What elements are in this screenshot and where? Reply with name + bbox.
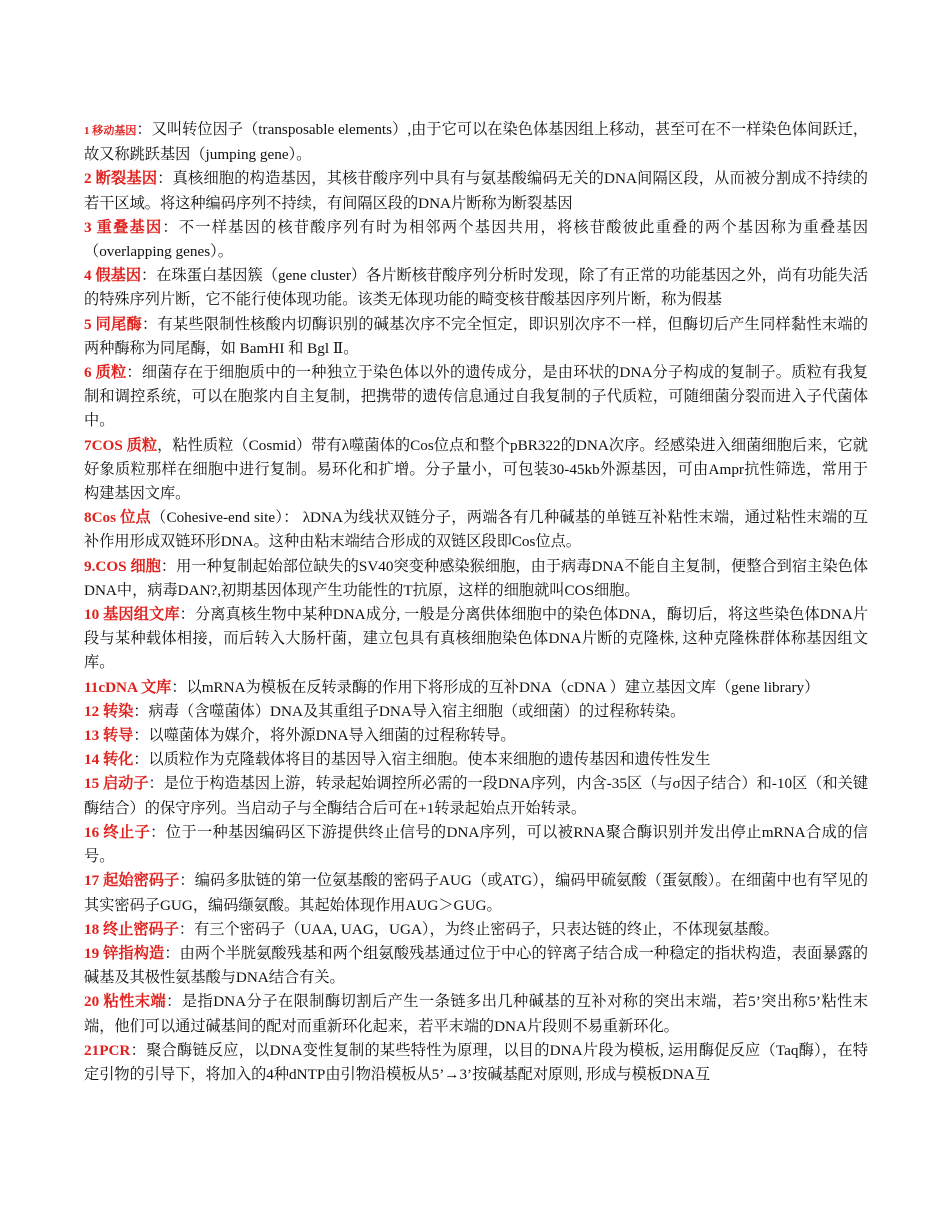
entry-term: 17 起始密码子 — [84, 872, 180, 890]
entry-text: （Cohesive-end site）： λDNA为线状双链分子，两端各有几种碱基的单链互补粘性末端，通过粘性末端的互补作用形成双链环形DNA。这种由粘末端结合形成的双链区段即Cos位点。 — [84, 509, 868, 551]
glossary-entry-18 — [84, 918, 868, 942]
entry-text: 在珠蛋白基因簇（gene cluster）各片断核苷酸序列分析时发现，除了有正常的功能基因之外，尚有功能失活的特殊序列片断，它不能行使体现功能。该类无体现功能的畸变核苷酸基因序列片断，称为假基 — [84, 267, 869, 309]
entry-text: 聚合酶链反应，以DNA变性复制的某些特性为原理，以目的DNA片段为模板, 运用酶促反应（Taq酶），在特定引物的引导下，将加入的4种dNTP由引物沿模板从5’→3’按碱基配对原则, 形成与模板DNA互 — [84, 1041, 868, 1083]
glossary-entry-3 — [84, 216, 868, 264]
entry-text: 编码多肽链的第一位氨基酸的密码子AUG（或ATG），编码甲硫氨酸（蛋氨酸）。在细菌中也有罕见的其实密码子GUG，编码缬氨酸。其起始体现作用AUG＞GUG。 — [84, 872, 869, 914]
glossary-entry-21 — [84, 1039, 868, 1087]
entry-separator: ： — [141, 267, 157, 285]
entry-separator: ： — [150, 823, 166, 841]
entry-separator: ： — [179, 606, 195, 624]
entry-text: 以噬菌体为媒介，将外源DNA导入细菌的过程称转导。 — [148, 727, 516, 745]
entry-text: 以质粒作为克隆载体将目的基因导入宿主细胞。使本来细胞的遗传基因和遗传性发生 — [148, 751, 711, 769]
entry-term: 7COS 质粒 — [84, 436, 158, 454]
entry-text: 不一样基因的核苷酸序列有时为相邻两个基因共用，将核苷酸彼此重叠的两个基因称为重叠基因（overlapping genes）。 — [84, 218, 869, 261]
entry-text: 病毒（含噬菌体）DNA及其重组子DNA导入宿主细胞（或细菌）的过程称转染。 — [148, 702, 686, 720]
entry-separator: ： — [136, 121, 152, 138]
entry-separator: ： — [166, 993, 182, 1011]
entry-term: 16 终止子 — [84, 823, 151, 841]
glossary-entry-6 — [84, 361, 868, 434]
glossary-entry-8 — [84, 506, 868, 554]
entry-term: 9.COS 细胞 — [84, 557, 161, 575]
entry-separator: ： — [157, 170, 173, 188]
entry-separator: ： — [171, 678, 187, 696]
entry-text: 细菌存在于细胞质中的一种独立于染色体以外的遗传成分，是由环状的DNA分子构成的复制子。质粒有我复制和调控系统，可以在胞浆内自主复制，把携带的遗传信息通过自我复制的子代质粒，可随细菌分裂而进入子代菌体中。 — [84, 364, 868, 430]
entry-term: 21PCR — [84, 1041, 131, 1059]
entry-term: 10 基因组文库 — [84, 606, 180, 624]
glossary-entry-2 — [84, 167, 868, 215]
glossary-entry-7 — [84, 434, 868, 507]
entry-separator: ： — [164, 944, 180, 962]
entry-separator: ： — [179, 872, 195, 890]
entry-term: 11cDNA 文库 — [84, 678, 172, 696]
entry-term: 15 启动子 — [84, 775, 149, 793]
entry-text: 真核细胞的构造基因，其核苷酸序列中具有与氨基酸编码无关的DNA间隔区段，从而被分割成不持续的若干区域。将这种编码序列不持续，有间隔区段的DNA片断称为断裂基因 — [84, 170, 868, 212]
entry-separator: ， — [157, 436, 173, 454]
entry-separator: ： — [142, 315, 158, 333]
entry-separator: ： — [133, 702, 149, 720]
entry-term: 19 锌指构造 — [84, 944, 165, 962]
entry-separator: ： — [130, 1041, 147, 1059]
entry-term: 20 粘性末端 — [84, 993, 167, 1011]
entry-term: 6 质粒 — [84, 364, 127, 382]
glossary-entry-12 — [84, 700, 868, 724]
glossary-entry-20 — [84, 990, 868, 1038]
entry-text: 分离真核生物中某种DNA成分, 一般是分离供体细胞中的染色体DNA，酶切后，将这些染色体DNA片段与某种载体相接，而后转入大肠杆菌，建立包具有真核细胞染色体DNA片断的克隆株, 这种克隆株群体称基因组文库。 — [84, 606, 869, 672]
entry-term: 4 假基因 — [84, 267, 142, 285]
entry-term: 12 转染 — [84, 702, 134, 720]
glossary-entry-4 — [84, 264, 868, 312]
entry-term: 8Cos 位点 — [84, 509, 152, 527]
entry-separator: ： — [148, 775, 164, 793]
glossary-entry-1 — [84, 118, 868, 167]
glossary-entry-9 — [84, 555, 868, 603]
document-page — [84, 118, 868, 1087]
entry-separator: ： — [162, 218, 179, 236]
entry-text: 粘性质粒（Cosmid）带有λ噬菌体的Cos位点和整个pBR322的DNA次序。经感染进入细菌细胞后来，它就好象质粒那样在细胞中进行复制。易环化和扩增。分子量小，可包装30-45kb外源基因，可由Ampr抗性筛选，常用于构建基因文库。 — [84, 436, 868, 503]
entry-separator: ： — [133, 727, 149, 745]
entry-term: 18 终止密码子 — [84, 920, 179, 938]
glossary-entry-13 — [84, 724, 868, 748]
entry-term: 1 移动基因 — [84, 125, 137, 137]
glossary-entry-14 — [84, 748, 868, 772]
glossary-entry-15 — [84, 772, 868, 820]
entry-separator: ： — [133, 751, 149, 769]
entry-text: 有某些限制性核酸内切酶识别的碱基次序不完全恒定，即识别次序不一样，但酶切后产生同样黏性末端的两种酶称为同尾酶，如 BamHI 和 Bgl Ⅱ。 — [84, 315, 869, 357]
entry-term: 14 转化 — [84, 751, 134, 769]
entry-term: 5 同尾酶 — [84, 315, 143, 333]
entry-text: 有三个密码子（UAA, UAG，UGA），为终止密码子，只表达链的终止，不体现氨基酸。 — [194, 920, 779, 938]
entry-term: 3 重叠基因 — [84, 218, 163, 236]
glossary-entry-11 — [84, 676, 868, 700]
entry-text: 是位于构造基因上游，转录起始调控所必需的一段DNA序列，内含-35区（与σ因子结合）和-10区（和关键酶结合）的保守序列。当启动子与全酶结合后可在+1转录起始点开始转录。 — [84, 775, 869, 817]
entry-text: 位于一种基因编码区下游提供终止信号的DNA序列，可以被RNA聚合酶识别并发出停止mRNA合成的信号。 — [84, 823, 868, 866]
entry-term: 2 断裂基因 — [84, 170, 158, 188]
glossary-entry-17 — [84, 869, 868, 917]
entry-separator: ： — [178, 920, 195, 938]
entry-text: 用一种复制起始部位缺失的SV40突变种感染猴细胞，由于病毒DNA不能自主复制，便整合到宿主染色体DNA中，病毒DAN?,初期基因体现产生功能性的T抗原，这样的细胞就叫COS细胞。 — [84, 557, 869, 599]
glossary-entry-10 — [84, 603, 868, 676]
entry-text: 由两个半胱氨酸残基和两个组氨酸残基通过位于中心的锌离子结合成一种稳定的指状构造，表面暴露的碱基及其极性氨基酸与DNA结合有关。 — [84, 944, 869, 987]
entry-separator: ： — [126, 364, 142, 382]
glossary-entry-5 — [84, 313, 868, 361]
entry-text: 是指DNA分子在限制酶切割后产生一条链多出几种碱基的互补对称的突出末端，若5’突出称5’粘性末端，他们可以通过碱基间的配对而重新环化起来，若平末端的DNA片段则不易重新环化。 — [84, 993, 869, 1035]
entry-text: 以mRNA为模板在反转录酶的作用下将形成的互补DNA（cDNA ）建立基因文库（gene library） — [186, 678, 820, 696]
glossary-entry-19 — [84, 942, 868, 990]
entry-text: 又叫转位因子（transposable elements）,由于它可以在染色体基因组上移动，甚至可在不一样染色体间跃迁，故又称跳跃基因（jumping gene）。 — [84, 121, 869, 164]
glossary-entry-16 — [84, 821, 868, 869]
entry-term: 13 转导 — [84, 727, 134, 745]
entry-separator: ： — [160, 557, 177, 575]
